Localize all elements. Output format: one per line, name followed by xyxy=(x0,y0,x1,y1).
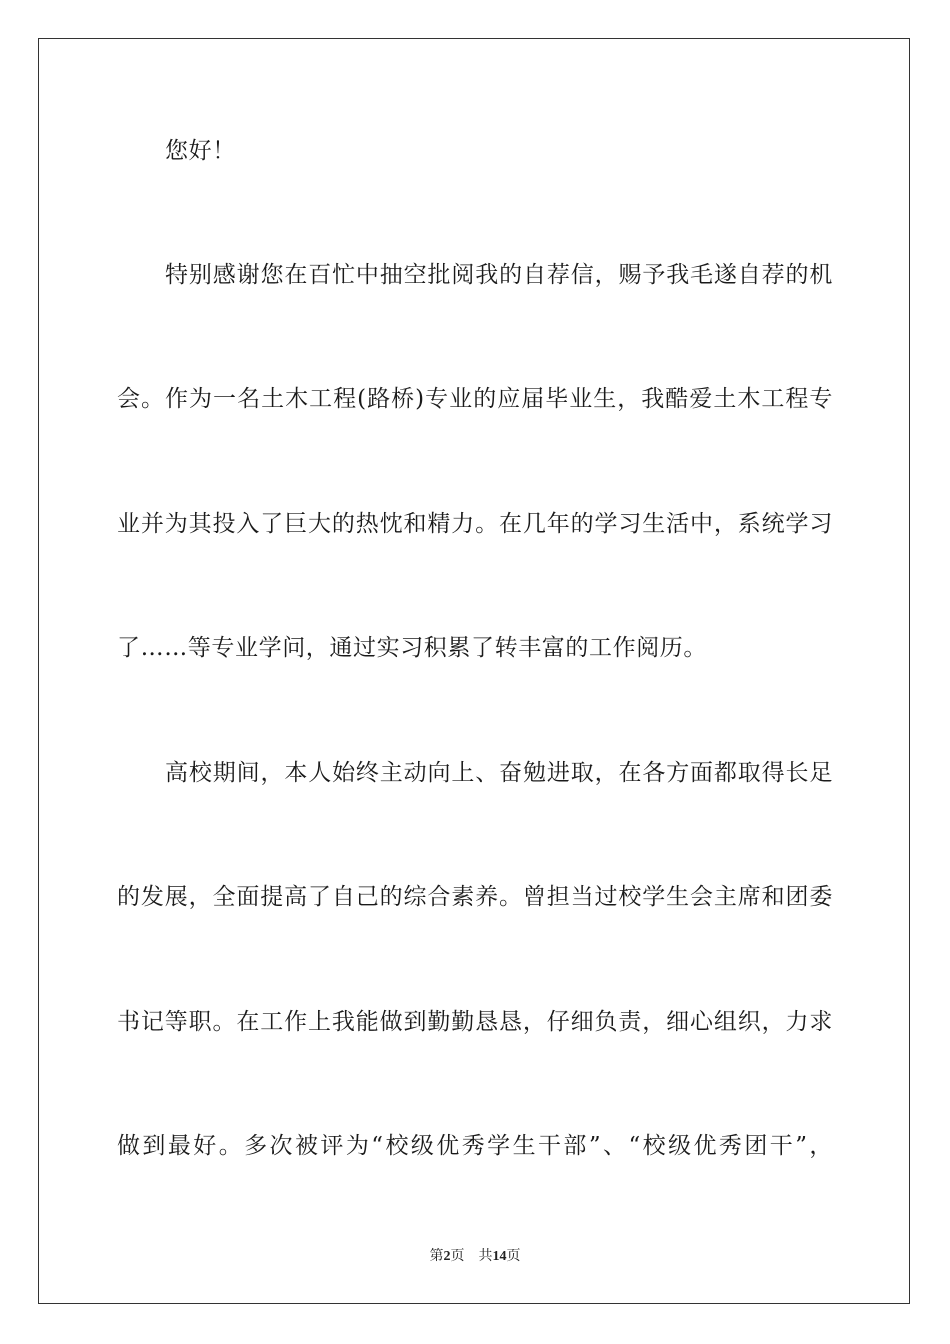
paragraph-line: 了……等专业学问，通过实习积累了转丰富的工作阅历。 xyxy=(117,635,707,661)
greeting: 您好！ xyxy=(165,138,236,164)
total-suffix: 页 xyxy=(506,1249,521,1264)
paragraph-line: 会。作为一名土木工程(路桥)专业的应届毕业生，我酷爱土木工程专 xyxy=(117,386,833,412)
paragraph-line: 书记等职。在工作上我能做到勤勤恳恳，仔细负责，细心组织，力求 xyxy=(117,1009,833,1035)
total-prefix: 共 xyxy=(478,1249,493,1264)
paragraph-line: 做到最好。多次被评为“校级优秀学生干部”、“校级优秀团干”， xyxy=(117,1133,833,1159)
paragraph-line: 高校期间，本人始终主动向上、奋勉进取，在各方面都取得长足 xyxy=(165,760,833,786)
page-number: 2 xyxy=(443,1249,451,1264)
page-suffix: 页 xyxy=(450,1249,465,1264)
paragraph-line: 的发展，全面提高了自己的综合素养。曾担当过校学生会主席和团委 xyxy=(117,884,833,910)
paragraph-line: 特别感谢您在百忙中抽空批阅我的自荐信，赐予我毛遂自荐的机 xyxy=(165,262,833,288)
total-pages: 14 xyxy=(492,1249,507,1264)
page-footer xyxy=(0,1248,950,1266)
page-prefix: 第 xyxy=(429,1249,444,1264)
page-frame xyxy=(38,38,910,1304)
paragraph-line: 业并为其投入了巨大的热忱和精力。在几年的学习生活中，系统学习 xyxy=(117,511,833,537)
